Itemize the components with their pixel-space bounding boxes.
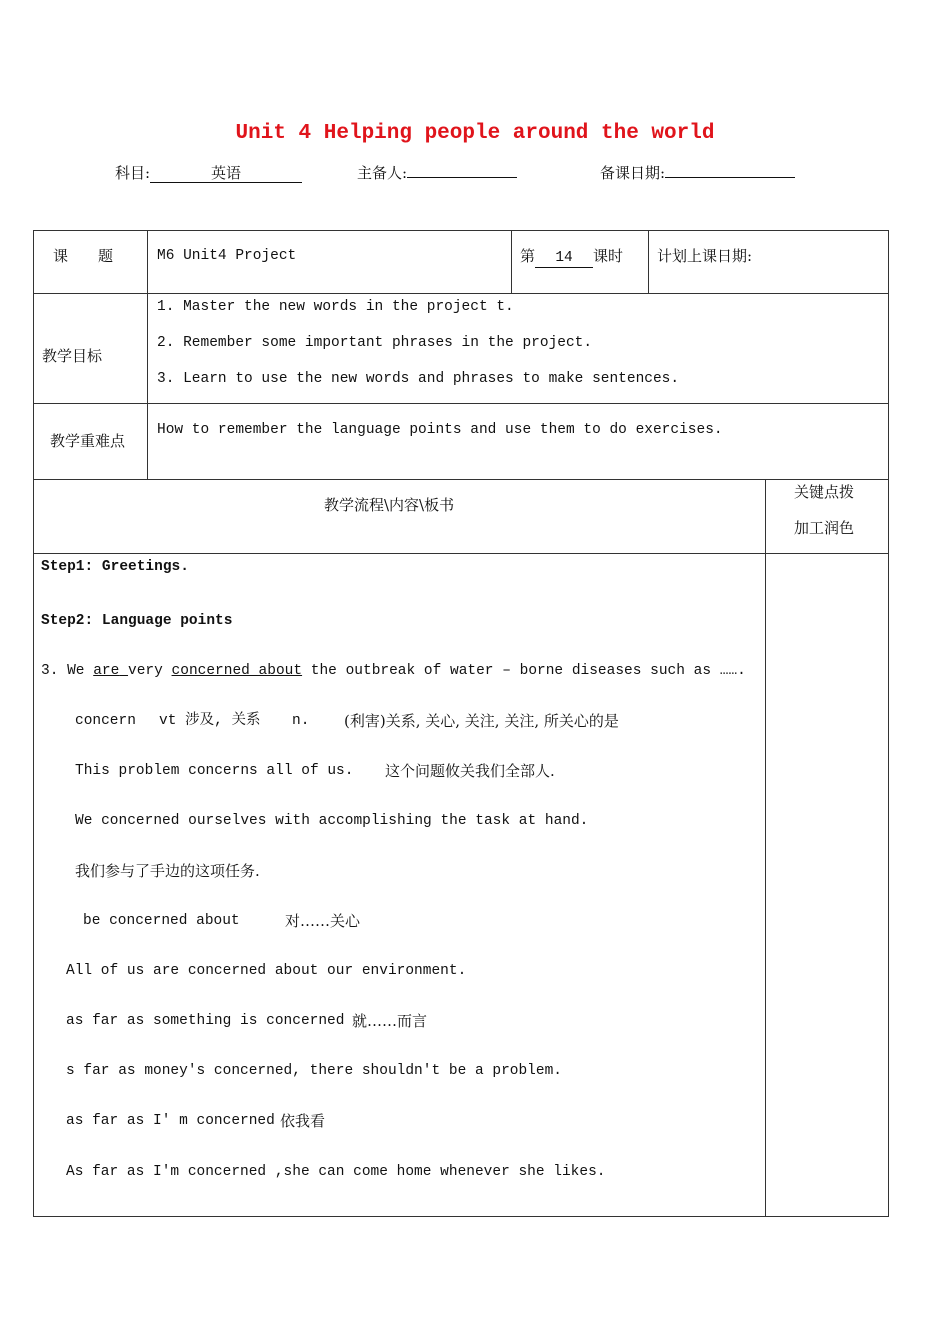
step2-heading: Step2: Language points [41,613,233,629]
phrase2-en: as far as something is concerned [66,1013,345,1029]
date-label: 备课日期: [600,164,666,182]
item3-are: are [93,663,120,679]
lesson-prefix: 第 [520,247,536,265]
page-title: Unit 4 Helping people around the world [235,122,715,145]
process-header: 教学流程\内容\板书 [324,496,455,514]
phrase3-en: as far as I' m concerned [66,1113,275,1129]
concern-n: n. [292,713,310,729]
phrase2-cn: 就……而言 [352,1012,428,1030]
example1-en: This problem concerns all of us. [75,763,354,779]
difficulty-text: How to remember the language points and use them to do exercises. [157,422,723,438]
item3-rest: the outbreak of water – borne diseases such as ……. [310,663,746,679]
item3-very: very [128,663,163,679]
topic-value: M6 Unit4 Project [157,248,297,264]
example2-en: We concerned ourselves with accomplishing the task at hand. [75,813,589,829]
phrase3-example: As far as I'm concerned ,she can come home whenever she likes. [66,1164,606,1180]
example2-cn: 我们参与了手边的这项任务. [75,862,260,880]
subject-value: 英语 [150,165,302,183]
lesson-number [520,246,623,268]
item3-phrase: concerned about [171,663,303,679]
concern-n-meaning: (利害)关系, 关心, 关注, 关注, 所关心的是 [344,712,619,730]
item3-sentence [41,661,746,681]
phrase1-en: be concerned about [83,913,240,929]
side-header-polish: 加工润色 [794,519,855,537]
goal-item-3: 3. Learn to use the new words and phrases to make sentences. [157,371,680,387]
topic-label: 课 题 [53,247,114,265]
preparer-label: 主备人: [357,164,408,182]
lesson-number-value: 14 [535,250,593,268]
concern-word: concern [75,713,136,729]
side-header-key-points: 关键点拨 [794,483,855,501]
phrase2-example: s far as money's concerned, there shouldn't be a problem. [66,1063,562,1079]
concern-vt: vt 涉及, 关系 [159,713,261,729]
plan-date-label: 计划上课日期: [657,247,753,265]
phrase1-cn: 对……关心 [285,912,361,930]
phrase1-example: All of us are concerned about our environment. [66,963,467,979]
subject-label: 科目: [115,164,151,182]
goals-label: 教学目标 [42,347,103,365]
goal-item-1: 1. Master the new words in the project t. [157,299,514,315]
goal-item-2: 2. Remember some important phrases in the project. [157,335,593,351]
example1-cn: 这个问题攸关我们全部人. [385,762,555,780]
lesson-suffix: 课时 [593,247,624,265]
step1-heading: Step1: Greetings. [41,559,189,575]
item3-num: 3. We [41,663,85,679]
difficulty-label: 教学重难点 [50,432,126,450]
phrase3-cn: 依我看 [280,1112,326,1130]
